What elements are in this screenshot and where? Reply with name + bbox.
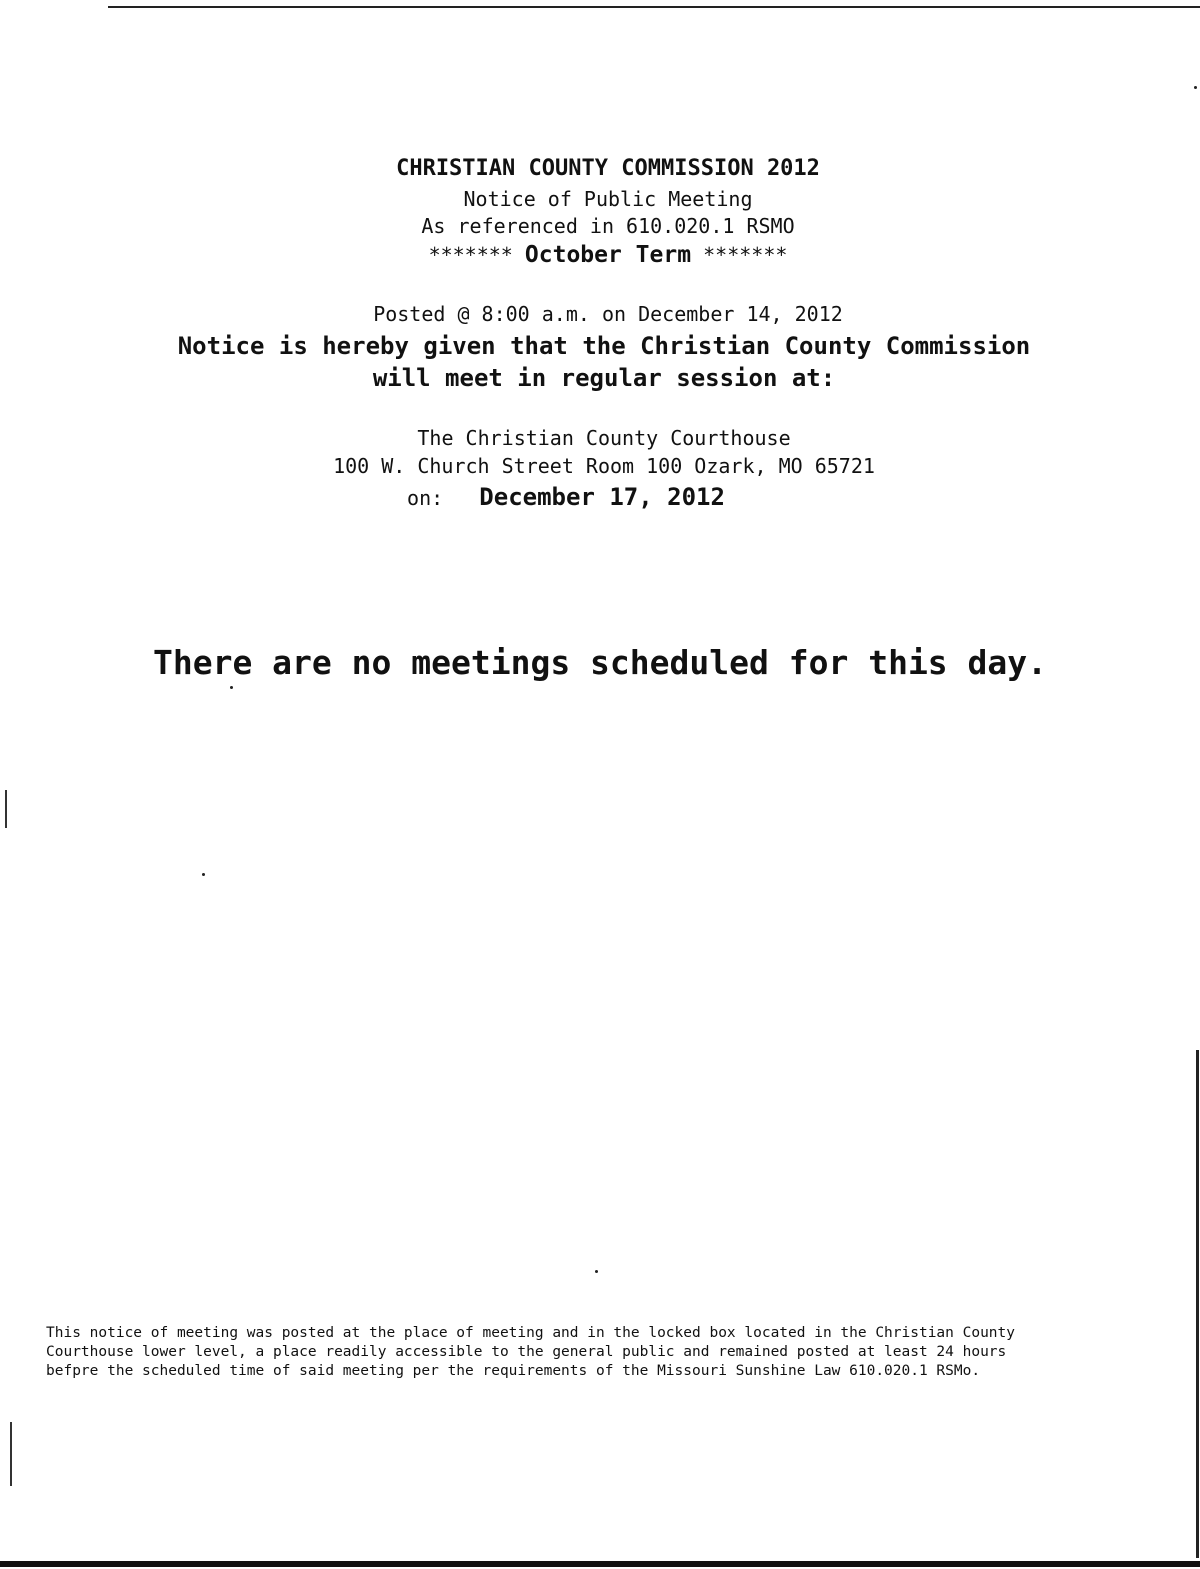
posting-certification: [46, 1324, 1156, 1381]
scan-speck: [202, 873, 205, 876]
document-title: CHRISTIAN COUNTY COMMISSION 2012: [396, 156, 820, 181]
scan-mark-right: [1196, 1050, 1199, 1558]
posting-certification-line-3: befpre the scheduled time of said meeting per the requirements of the Missouri Sunshine Law 610.020.1 RSMo.: [46, 1363, 981, 1379]
statute-reference: As referenced in 610.020.1 RSMO: [421, 214, 795, 238]
meeting-date-label: on:: [407, 486, 444, 510]
notice-statement-line-2: will meet in regular session at:: [372, 364, 836, 392]
term-heading: [8, 244, 1200, 267]
meeting-date: December 17, 2012: [479, 483, 725, 511]
posting-certification-line-2: Courthouse lower level, a place readily accessible to the general public and remained posted at least 24 hours: [46, 1344, 1007, 1360]
scan-mark-left-upper: [5, 790, 7, 828]
posted-time: Posted @ 8:00 a.m. on December 14, 2012: [373, 302, 843, 326]
scan-border-top: [108, 6, 1200, 8]
term-stars-right: *******: [703, 243, 788, 267]
scan-border-bottom: [0, 1561, 1200, 1567]
document-subtitle: Notice of Public Meeting: [463, 187, 753, 211]
term-stars-left: *******: [428, 243, 513, 267]
scan-speck: [1194, 86, 1197, 89]
notice-statement-line-1: Notice is hereby given that the Christian County Commission: [177, 332, 1031, 360]
term-name: October Term: [524, 242, 692, 268]
meeting-date-line: [0, 485, 1166, 509]
scan-speck: [595, 1270, 598, 1273]
scan-speck: [230, 686, 233, 689]
scan-mark-left-lower: [10, 1422, 12, 1486]
no-meetings-message: There are no meetings scheduled for this day.: [152, 643, 1048, 682]
meeting-building: The Christian County Courthouse: [417, 426, 791, 450]
meeting-address: 100 W. Church Street Room 100 Ozark, MO 65721: [333, 454, 875, 478]
posting-certification-line-1: This notice of meeting was posted at the place of meeting and in the locked box located in the Christian County: [46, 1325, 1016, 1341]
